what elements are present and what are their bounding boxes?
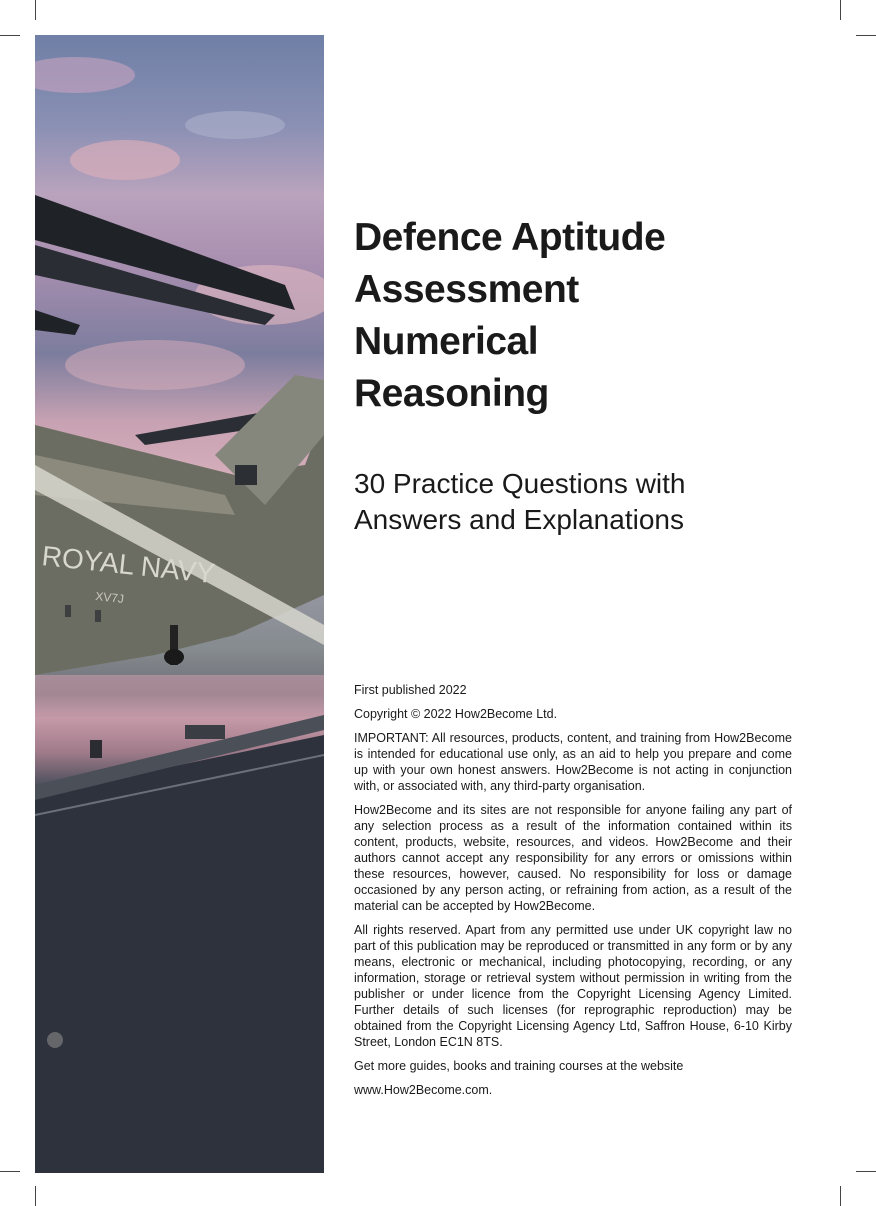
crop-mark <box>0 35 20 36</box>
helicopter-photo-icon <box>35 35 324 1173</box>
cover-photo <box>35 35 324 1173</box>
imprint-block <box>354 682 792 1106</box>
more-guides-text: Get more guides, books and training courses at the website <box>354 1059 684 1073</box>
copyright-line: Copyright © 2022 How2Become Ltd. <box>354 707 558 721</box>
crop-mark <box>35 1186 36 1206</box>
book-subtitle <box>354 466 814 538</box>
title-line: Reasoning <box>354 372 549 415</box>
book-title <box>354 212 814 420</box>
crop-mark <box>856 35 876 36</box>
website-link[interactable]: www.How2Become.com. <box>354 1083 493 1097</box>
first-published: First published 2022 <box>354 683 467 697</box>
crop-mark <box>35 0 36 20</box>
title-line: Numerical <box>354 320 539 363</box>
subtitle-line: Answers and Explanations <box>354 504 684 535</box>
crop-mark <box>0 1171 20 1172</box>
subtitle-line: 30 Practice Questions with <box>354 468 686 499</box>
responsibility-notice: How2Become and its sites are not responsible for anyone failing any part of any selection process as a result of the information contained within its content, products, website, resources, and videos. How2Become and their authors cannot accept any responsibility for any errors or omissions within these resources, however, caused. No responsibility for loss or damage occasioned by any person acting, or refraining from action, as a result of the material can be accepted by How2Become. <box>354 803 792 913</box>
crop-mark <box>856 1171 876 1172</box>
serial-text: XV7J <box>94 589 125 606</box>
rights-notice: All rights reserved. Apart from any permitted use under UK copyright law no part of this publication may be reproduced or transmitted in any form or by any means, electronic or mechanical, including photocopying, recording, or any information, storage or retrieval system without permission in writing from the publisher or under licence from the Copyright Licensing Agency Limited. Further details of such licenses (for reprographic reproduction) may be obtained from the Copyright Licensing Agency Ltd, Saffron House, 6-10 Kirby Street, London EC1N 8TS. <box>354 923 792 1049</box>
crop-mark <box>840 1186 841 1206</box>
title-line: Assessment <box>354 268 579 311</box>
crop-mark <box>840 0 841 20</box>
important-notice: IMPORTANT: All resources, products, content, and training from How2Become is intended for educational use only, as an aid to help you prepare and come up with your own honest answers. How2Become is not acting in conjunction with, or associated with, any third-party organisation. <box>354 731 792 793</box>
title-line: Defence Aptitude <box>354 216 666 259</box>
fuselage-text: ROYAL NAVY <box>40 540 217 590</box>
